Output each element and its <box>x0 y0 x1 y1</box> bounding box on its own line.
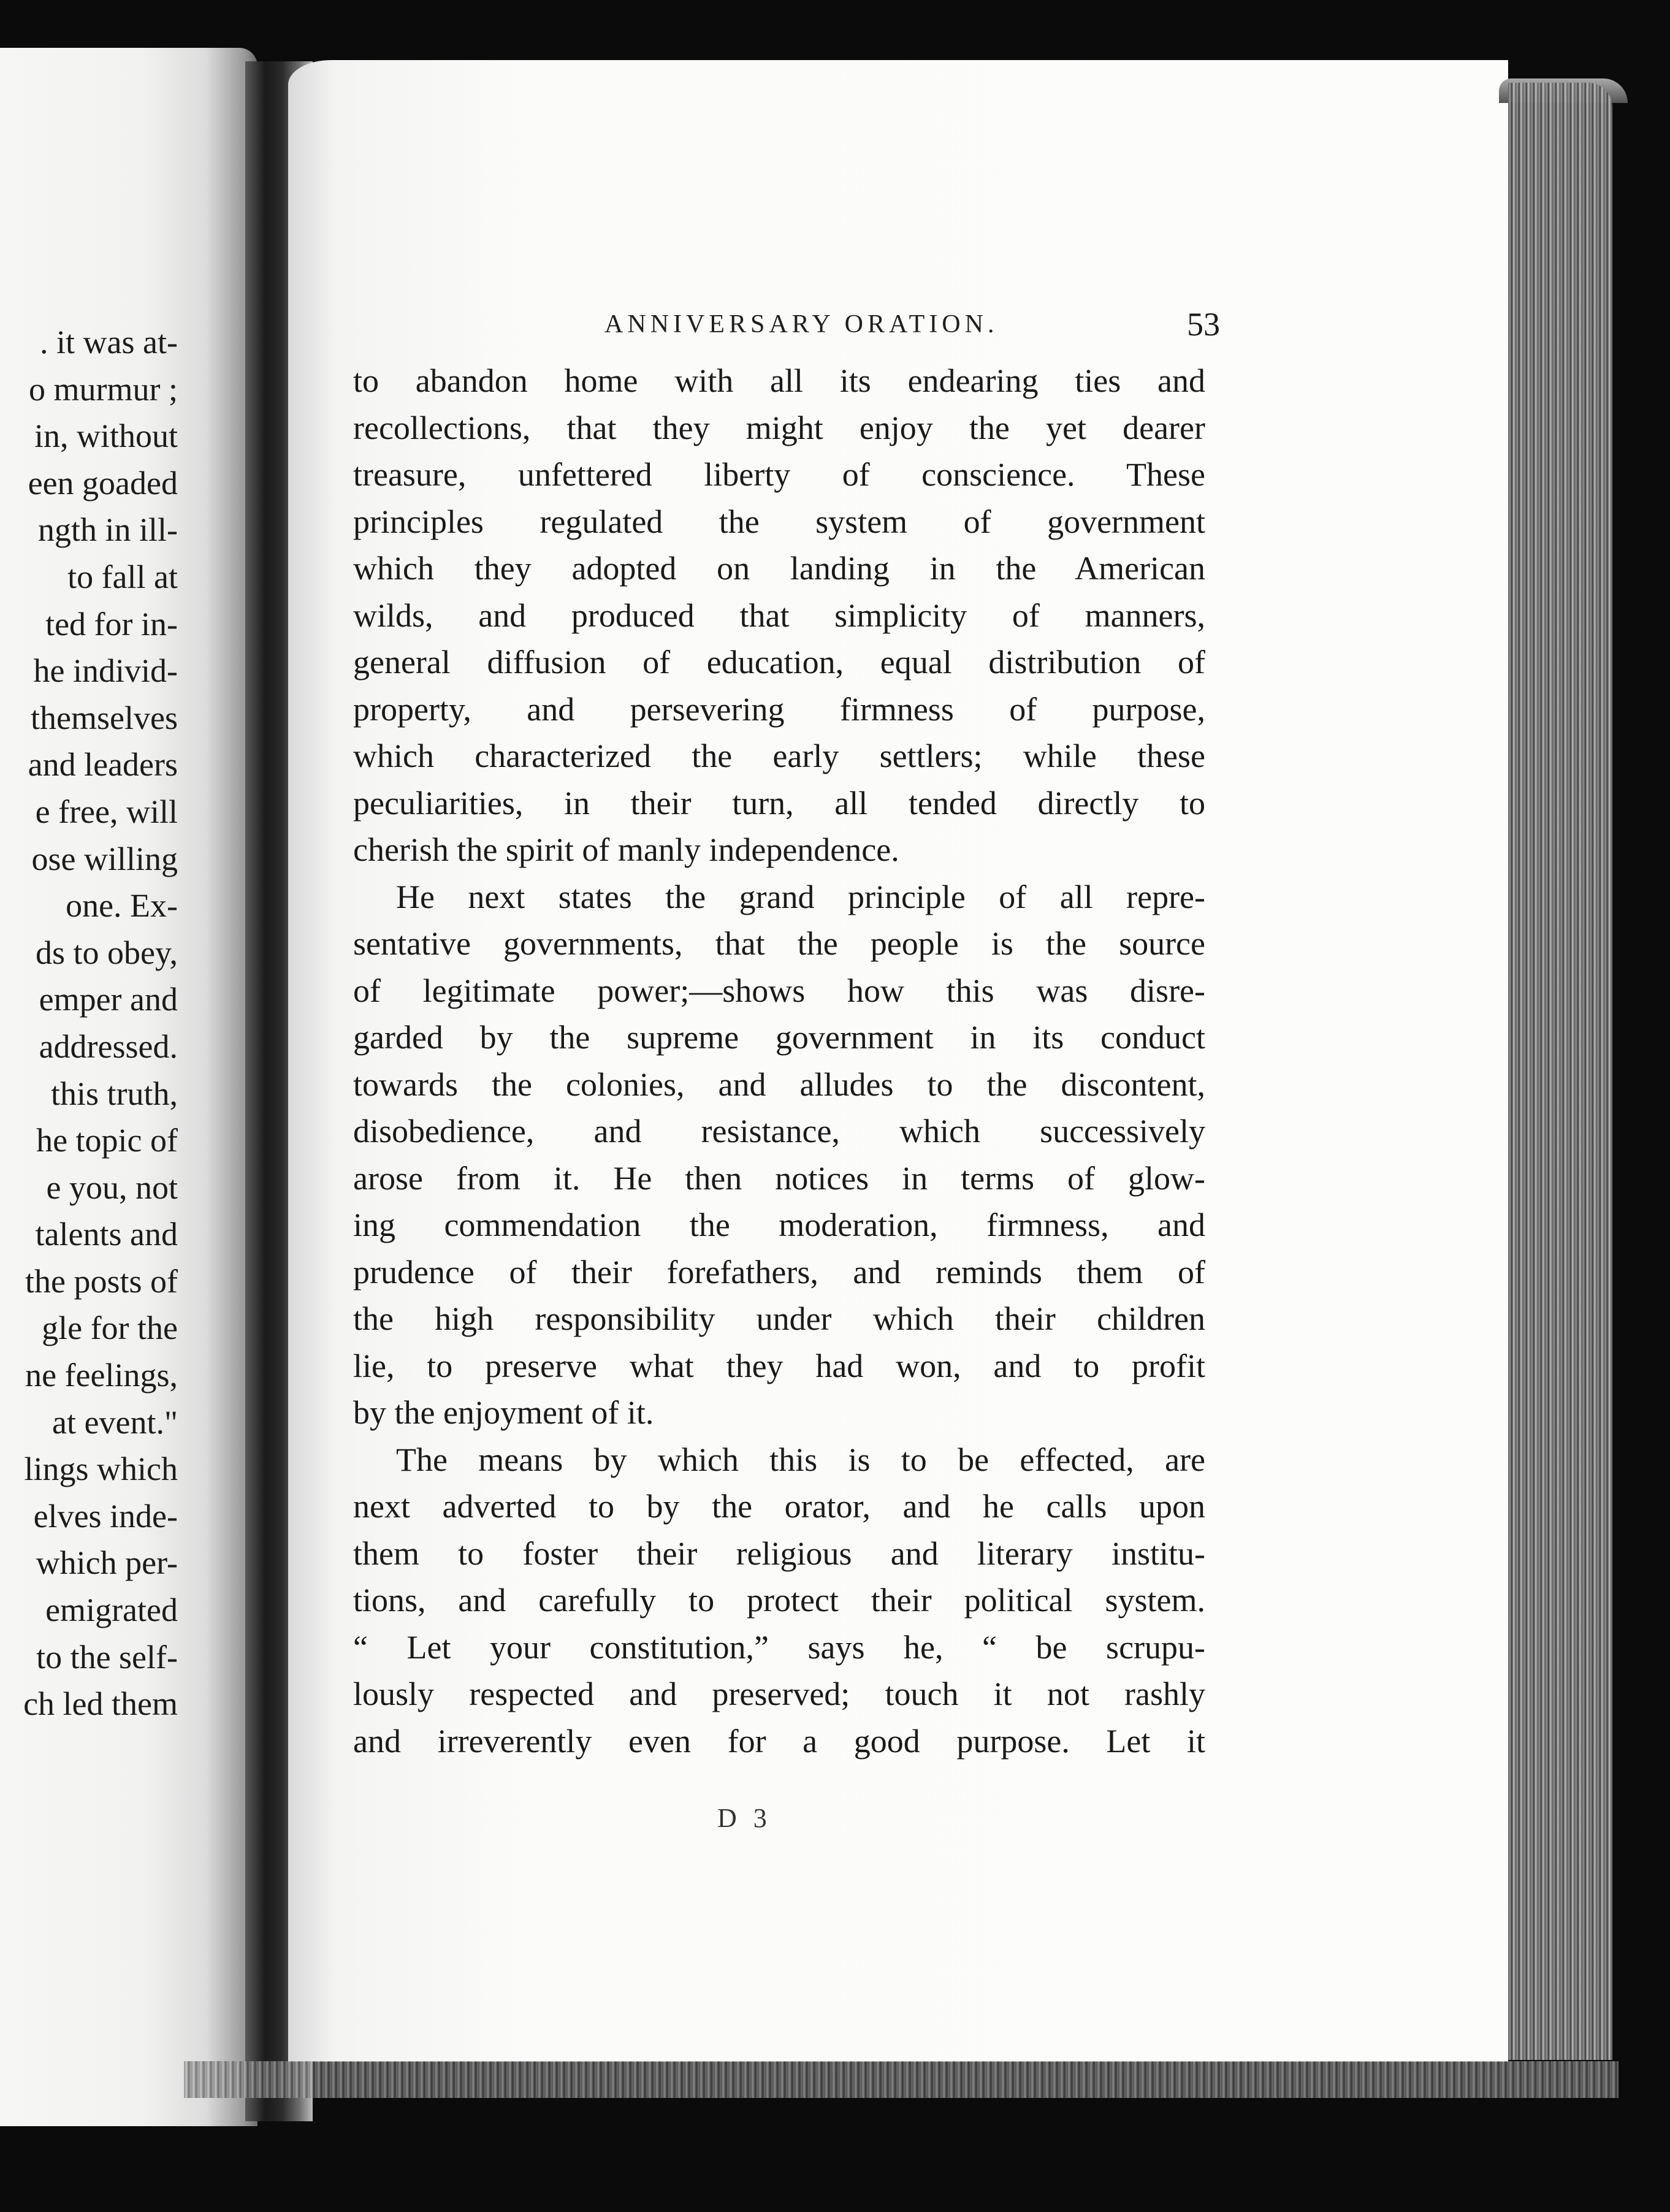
text-line: He next states the grand principle of all repre- <box>396 878 1205 915</box>
left-text-line: ose willing <box>31 840 178 877</box>
text-line: property, and persevering firmness of purpose, <box>353 690 1205 728</box>
text-line: general diffusion of education, equal distribution of <box>353 644 1205 681</box>
left-text-line: and leaders <box>28 746 178 784</box>
left-text-line: emigrated <box>45 1592 178 1629</box>
text-line: towards the colonies, and alludes to the discontent, <box>353 1066 1205 1103</box>
left-text-line: to fall at <box>67 558 178 595</box>
left-text-line: lings which <box>24 1451 178 1488</box>
left-text-line: ne feelings, <box>25 1357 178 1394</box>
text-line: recollections, that they might enjoy the yet dearer <box>353 409 1205 446</box>
left-text-line: he individ- <box>33 652 178 690</box>
text-line: them to foster their religious and literary institu- <box>353 1535 1205 1572</box>
body-text <box>353 357 1205 1764</box>
left-text-line: elves inde- <box>33 1497 178 1535</box>
text-line: to abandon home with all its endearing ties and <box>353 362 1205 399</box>
text-line: prudence of their forefathers, and reminds them of <box>353 1253 1205 1291</box>
left-text-line: themselves <box>31 699 178 736</box>
text-line: sentative governments, that the people is the source <box>353 925 1205 962</box>
left-text-line: the posts of <box>25 1262 178 1300</box>
left-text-line: at event." <box>52 1403 178 1441</box>
text-line: by the enjoyment of it. <box>353 1394 654 1431</box>
text-line: The means by which this is to be effected, are <box>396 1441 1205 1478</box>
page-number: 53 <box>1187 306 1220 343</box>
left-text-line: emper and <box>39 981 178 1018</box>
left-text-line: . it was at- <box>40 324 178 360</box>
text-line: lously respected and preserved; touch it not rashly <box>353 1676 1205 1712</box>
text-line: next adverted to by the orator, and he calls upon <box>353 1488 1205 1525</box>
text-line: the high responsibility under which their children <box>353 1300 1205 1337</box>
left-text-line: ted for in- <box>45 605 178 643</box>
text-line: disobedience, and resistance, which successively <box>353 1113 1205 1150</box>
text-line: garded by the supreme government in its conduct <box>353 1019 1205 1056</box>
left-text-line: this truth, <box>50 1075 178 1112</box>
left-text-line: een goaded <box>28 464 178 502</box>
text-line: ing commendation the moderation, firmness, and <box>353 1207 1205 1243</box>
left-text-line: talents and <box>35 1216 178 1253</box>
text-line: which they adopted on landing in the American <box>353 550 1205 587</box>
left-text-line: gle for the <box>42 1310 178 1347</box>
page-fore-edge <box>1508 83 1612 2060</box>
left-text-line: one. Ex- <box>66 887 178 925</box>
text-line: wilds, and produced that simplicity of manners, <box>353 597 1205 634</box>
text-line: principles regulated the system of government <box>353 503 1205 540</box>
text-line: which characterized the early settlers; while these <box>353 738 1205 774</box>
text-line: treasure, unfettered liberty of conscience. These <box>353 456 1205 493</box>
left-text-line: ch led them <box>23 1685 178 1723</box>
left-text-line: addressed. <box>39 1028 178 1065</box>
left-text-line: ds to obey, <box>36 934 178 971</box>
left-text-line: e you, not <box>46 1169 178 1206</box>
signature-mark: D 3 <box>717 1803 772 1833</box>
text-line: cherish the spirit of manly independence. <box>353 831 899 868</box>
left-text-line: in, without <box>34 418 178 455</box>
left-text-line: to the self- <box>36 1638 178 1676</box>
text-line: arose from it. He then notices in terms of glow- <box>353 1159 1205 1197</box>
text-line: and irreverently even for a good purpose. Let it <box>353 1722 1205 1760</box>
text-line: peculiarities, in their turn, all tended directly to <box>353 784 1205 822</box>
left-text-line: e free, will <box>35 793 178 830</box>
left-page-text <box>0 319 178 1728</box>
left-text-line: he topic of <box>36 1122 178 1159</box>
text-line: “ Let your constitution,” says he, “ be scrupu- <box>353 1628 1205 1666</box>
text-line: tions, and carefully to protect their political system. <box>353 1582 1205 1619</box>
text-line: lie, to preserve what they had won, and to profit <box>353 1347 1205 1384</box>
left-text-line: ngth in ill- <box>38 511 178 549</box>
text-line: of legitimate power;—shows how this was disre- <box>353 972 1205 1009</box>
running-head: ANNIVERSARY ORATION. <box>604 310 999 338</box>
page-bottom-edge <box>184 2061 1619 2098</box>
left-text-line: which per- <box>36 1544 178 1582</box>
left-text-line: o murmur ; <box>29 370 178 408</box>
